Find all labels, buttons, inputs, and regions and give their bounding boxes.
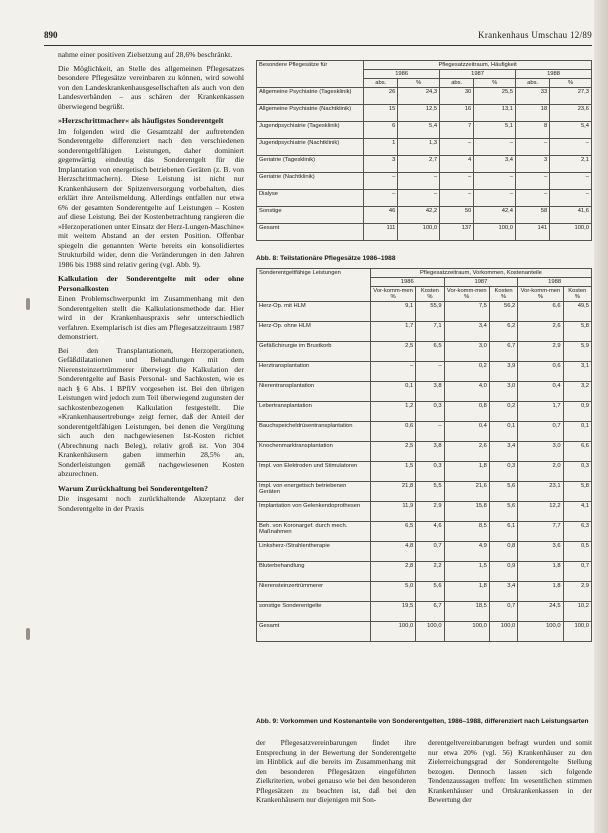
table-cell: 100,0 bbox=[416, 622, 444, 642]
table-row bbox=[257, 602, 592, 622]
table-row bbox=[257, 207, 592, 224]
table-row bbox=[257, 342, 592, 362]
row-label: Impl. von Elektroden und Stimulatoren bbox=[257, 462, 371, 482]
table-cell: – bbox=[416, 422, 444, 442]
table-row bbox=[257, 582, 592, 602]
paragraph: nahme einer positiven Zielsetzung auf 28,6% beschränkt. bbox=[58, 50, 233, 59]
table-cell: 100,0 bbox=[518, 622, 563, 642]
table-cell: 0,8 bbox=[489, 542, 517, 562]
table-cell: 4,1 bbox=[563, 502, 591, 522]
table-cell: 3 bbox=[364, 156, 398, 173]
table-cell: 6,2 bbox=[489, 322, 517, 342]
row-label: Dialyse bbox=[257, 190, 364, 207]
table-cell: 8 bbox=[516, 122, 550, 139]
table-cell: 2,0 bbox=[518, 462, 563, 482]
table-cell: 0,7 bbox=[489, 602, 517, 622]
table-cell: 0,3 bbox=[416, 402, 444, 422]
section-heading: Kalkulation der Sonderentgelte mit oder ohne Personalkosten bbox=[58, 274, 244, 293]
table-cell: 18,5 bbox=[444, 602, 489, 622]
table-cell: 2,7 bbox=[398, 156, 440, 173]
table-cell: 7,1 bbox=[416, 322, 444, 342]
table-cell: 100,0 bbox=[370, 622, 415, 642]
table-row bbox=[257, 542, 592, 562]
row-label: Jugendpsychiatrie (Nachtklinik) bbox=[257, 139, 364, 156]
table-row bbox=[257, 224, 592, 241]
row-label: Impl. von energetisch betriebenen Geräten bbox=[257, 482, 371, 502]
row-label: sonstige Sonderentgelte bbox=[257, 602, 371, 622]
paragraph: der Pflegesatzvereinbarungen findet ihre Entsprechung in der Bewertung der Sonderentgelte im Hinblick auf die bereits im Zusammenhang mit den besonderen Pflegesätzen eingeführten Zielkriterien, wobei genauso wie bei den besonderen Pflegesätzen zu beachten ist, daß bei den Krankenhäusern nur diejenigen mit Son- bbox=[256, 738, 416, 804]
table-cell: 15,8 bbox=[444, 502, 489, 522]
row-label: Knochenmarktransplantation bbox=[257, 442, 371, 462]
table-cell: – bbox=[516, 190, 550, 207]
table-cell: – bbox=[474, 139, 516, 156]
unit-header: abs. bbox=[364, 79, 398, 88]
table-cell: 1,3 bbox=[398, 139, 440, 156]
column-group-header: Pflegesatzzeitraum, Vorkommen, Kostenanteile bbox=[370, 269, 591, 278]
table-cell: 2,1 bbox=[550, 156, 592, 173]
page-number: 890 bbox=[44, 30, 58, 40]
table-cell: 7 bbox=[440, 122, 474, 139]
year-header: 1986 bbox=[364, 70, 440, 79]
table-row bbox=[257, 622, 592, 642]
table-cell: 100,0 bbox=[398, 224, 440, 241]
table-cell: 137 bbox=[440, 224, 474, 241]
table-cell: 23,6 bbox=[550, 105, 592, 122]
table-cell: 100,0 bbox=[474, 224, 516, 241]
unit-header: Vor-komm-men % bbox=[444, 287, 489, 302]
unit-header: % bbox=[474, 79, 516, 88]
year-header: 1988 bbox=[516, 70, 592, 79]
table-cell: 33 bbox=[516, 88, 550, 105]
table-cell: 56,2 bbox=[489, 302, 517, 322]
table-cell: 41,6 bbox=[550, 207, 592, 224]
unit-header: Vor-komm-men % bbox=[370, 287, 415, 302]
column-group-header: Pflegesatzzeitraum, Häufigkeit bbox=[364, 61, 592, 70]
table-row bbox=[257, 562, 592, 582]
unit-header: Kosten % bbox=[563, 287, 591, 302]
table-cell: 0,9 bbox=[489, 562, 517, 582]
table-cell: 3,0 bbox=[444, 342, 489, 362]
table-cell: 3,0 bbox=[489, 382, 517, 402]
table-cell: 3,4 bbox=[444, 322, 489, 342]
row-label: Allgemeine Psychiatrie (Nachtklinik) bbox=[257, 105, 364, 122]
year-header: 1987 bbox=[444, 278, 518, 287]
row-label: Nierentransplantation bbox=[257, 382, 371, 402]
table-cell: 1,5 bbox=[444, 562, 489, 582]
paragraph: Die insgesamt noch zurückhaltende Akzeptanz der Sonderentgelte in der Praxis bbox=[58, 494, 244, 513]
table-cell: 5,4 bbox=[398, 122, 440, 139]
table-row bbox=[257, 190, 592, 207]
table-cell: 100,0 bbox=[444, 622, 489, 642]
row-label: Lebertransplantation bbox=[257, 402, 371, 422]
row-label: Gefäßchirurgie im Brustkorb bbox=[257, 342, 371, 362]
table-row bbox=[257, 105, 592, 122]
table-cell: – bbox=[440, 190, 474, 207]
table-cell: 3,0 bbox=[518, 442, 563, 462]
table-cell: 11,9 bbox=[370, 502, 415, 522]
table-row bbox=[257, 442, 592, 462]
table-cell: – bbox=[364, 190, 398, 207]
table-cell: 19,5 bbox=[370, 602, 415, 622]
table-row bbox=[257, 482, 592, 502]
unit-header: Kosten % bbox=[489, 287, 517, 302]
table-cell: 7,7 bbox=[518, 522, 563, 542]
table-cell: 3,1 bbox=[563, 362, 591, 382]
table-cell: 0,2 bbox=[444, 362, 489, 382]
table-cell: 1,8 bbox=[444, 462, 489, 482]
paragraph: derentgeltvereinbarungen befragt wurden und somit nur etwa 20% (vgl. 56) Krankenhäuser zu den Zielerreichungsgrad der Sonderentgelte Stellung bezogen. Dennoch lassen sich folgende Tendenzaussagen treffen: Im wesentlichen stimmen Krankenhäuser und Ortskrankenkassen in der Bewertung der bbox=[428, 738, 592, 804]
table-cell: 1,8 bbox=[518, 562, 563, 582]
row-label: Bluterbehandlung bbox=[257, 562, 371, 582]
table-cell: 0,7 bbox=[416, 542, 444, 562]
row-label: Allgemeine Psychiatrie (Tagesklinik) bbox=[257, 88, 364, 105]
table-cell: 0,3 bbox=[489, 462, 517, 482]
table-row bbox=[257, 122, 592, 139]
table-cell: 2,9 bbox=[518, 342, 563, 362]
table-cell: 0,3 bbox=[416, 462, 444, 482]
year-header: 1988 bbox=[518, 278, 592, 287]
table-cell: 1,5 bbox=[370, 462, 415, 482]
table-row bbox=[257, 322, 592, 342]
table-cell: 46 bbox=[364, 207, 398, 224]
table-cell: 55,9 bbox=[416, 302, 444, 322]
paragraph: Im folgenden wird die Gesamtzahl der auftretenden Sonderentgelte differenziert nach den verschiedenen sonderentgeltfähigen Leistungen, daher dominiert gegenwärtig eindeutig das Sonderentgelt für die Implantation von energetisch betriebenen Geräten (z. B. von Herzschrittmachern). Diese Leistung ist nicht nur Krankenhäusern der Spitzenversorgung vorbehalten, dies erklärt ihre Anteilsmeldung. Allerdings entfallen nur etwa 6% der gesamten Sonderentgelte auf Leistungen – Kosten auf diese Leistung. Bei der Kostenbetrachtung rangieren die »Herzoperationen unter Einsatz der Herz-Lungen-Maschine« mit weitem Abstand an der ersten Position. Offenbar spiegeln die genannten Werte bereits ein konsolidiertes Strukturbild wider, denn die Veränderungen in den Jahren 1986 bis 1988 sind relativ gering (vgl. Abb. 9). bbox=[58, 126, 244, 269]
table-cell: 26 bbox=[364, 88, 398, 105]
table-cell: 23,1 bbox=[518, 482, 563, 502]
row-label: Implantation von Gelenkendoprothesen bbox=[257, 502, 371, 522]
table-cell: 6,5 bbox=[370, 522, 415, 542]
table-cell: 5,5 bbox=[416, 482, 444, 502]
table-row bbox=[257, 522, 592, 542]
table-row bbox=[257, 88, 592, 105]
table-cell: 0,6 bbox=[518, 362, 563, 382]
row-label: Herz-Op. ohne HLM bbox=[257, 322, 371, 342]
table-cell: – bbox=[516, 173, 550, 190]
table-cell: 100,0 bbox=[489, 622, 517, 642]
table-row bbox=[257, 422, 592, 442]
table-cell: 100,0 bbox=[550, 224, 592, 241]
table-cell: 3,2 bbox=[563, 382, 591, 402]
table-cell: 50 bbox=[440, 207, 474, 224]
table-cell: 3,6 bbox=[518, 542, 563, 562]
table-cell: – bbox=[398, 190, 440, 207]
table-cell: 9,1 bbox=[370, 302, 415, 322]
table-cell: 42,2 bbox=[398, 207, 440, 224]
row-label: Nierensteinzertrümmerer bbox=[257, 582, 371, 602]
table-cell: 4,8 bbox=[370, 542, 415, 562]
table-row bbox=[257, 382, 592, 402]
table-cell: 3 bbox=[516, 156, 550, 173]
table-row bbox=[257, 402, 592, 422]
table-cell: 3,4 bbox=[474, 156, 516, 173]
table-cell: 0,7 bbox=[518, 422, 563, 442]
margin-mark bbox=[26, 628, 30, 640]
table-cell: 15 bbox=[364, 105, 398, 122]
year-header: 1987 bbox=[440, 70, 516, 79]
table-cell: 0,1 bbox=[489, 422, 517, 442]
table-cell: – bbox=[370, 362, 415, 382]
table-cell: 12,5 bbox=[398, 105, 440, 122]
row-label: Gesamt bbox=[257, 224, 364, 241]
unit-header: abs. bbox=[440, 79, 474, 88]
paragraph: Einen Problemschwerpunkt im Zusammenhang mit den Sonderentgelten stellt die Kalkulationsmethode dar. Hier wird in der Krankenhauspraxis sehr unterschiedlich verfahren. Exemplarisch ist dies am Pflegesatzzeitraum 1987 demonstriert. bbox=[58, 294, 244, 341]
table-cell: – bbox=[364, 173, 398, 190]
table-cell: 5,9 bbox=[563, 342, 591, 362]
bottom-text-column bbox=[256, 738, 416, 805]
table-cell: 6,1 bbox=[489, 522, 517, 542]
table-cell: 7,5 bbox=[444, 302, 489, 322]
table-row bbox=[257, 462, 592, 482]
section-heading: »Herzschrittmacher« als häufigstes Sonderentgelt bbox=[58, 116, 224, 125]
table-cell: 0,8 bbox=[444, 402, 489, 422]
year-header: 1986 bbox=[370, 278, 444, 287]
table-cell: 5,8 bbox=[563, 482, 591, 502]
table-cell: 13,1 bbox=[474, 105, 516, 122]
row-label: Bauchspeicheldrüsentransplantation bbox=[257, 422, 371, 442]
table-cell: 2,2 bbox=[416, 562, 444, 582]
paragraph: Die Möglichkeit, an Stelle des allgemeinen Pflegesatzes besondere Pflegesätze vereinbaren zu können, wird sowohl von den Landeskrankenhausgesellschaften als auch von den Landesverbänden – aus schären der Krankenkassen überwiegend begrüßt. bbox=[58, 63, 244, 111]
unit-header: % bbox=[550, 79, 592, 88]
table-cell: 6,7 bbox=[416, 602, 444, 622]
table-cell: 5,4 bbox=[550, 122, 592, 139]
table-cell: 1,8 bbox=[444, 582, 489, 602]
header-rule bbox=[44, 45, 592, 46]
table-cell: 0,4 bbox=[518, 382, 563, 402]
table-row bbox=[257, 139, 592, 156]
margin-mark bbox=[26, 298, 30, 310]
table-cell: 1,2 bbox=[370, 402, 415, 422]
table-cell: 0,1 bbox=[370, 382, 415, 402]
table-cell: 0,5 bbox=[563, 542, 591, 562]
bottom-text-column bbox=[428, 738, 592, 805]
unit-header: Vor-komm-men % bbox=[518, 287, 563, 302]
unit-header: % bbox=[398, 79, 440, 88]
table-row bbox=[257, 156, 592, 173]
table-cell: 2,6 bbox=[518, 322, 563, 342]
table-cell: 24,3 bbox=[398, 88, 440, 105]
table-cell: 4,6 bbox=[416, 522, 444, 542]
table-cell: 6,5 bbox=[416, 342, 444, 362]
row-label: Herz-Op. mit HLM bbox=[257, 302, 371, 322]
table-cell: 25,5 bbox=[474, 88, 516, 105]
table-row bbox=[257, 502, 592, 522]
running-title: Krankenhaus Umschau 12/89 bbox=[478, 30, 592, 40]
table-cell: 0,1 bbox=[563, 422, 591, 442]
table-cell: 111 bbox=[364, 224, 398, 241]
figure-caption: Abb. 9: Vorkommen und Kostenanteile von Sonderentgelten, 1986–1988, differenziert nach Leistungsarten bbox=[256, 718, 589, 725]
table-cell: 5,6 bbox=[489, 482, 517, 502]
table-cell: 100,0 bbox=[563, 622, 591, 642]
table-cell: 4,9 bbox=[444, 542, 489, 562]
left-text-column bbox=[58, 50, 244, 517]
table-row bbox=[257, 362, 592, 382]
table-row bbox=[257, 302, 592, 322]
table-pflegesaetze bbox=[256, 60, 592, 241]
table-cell: 1 bbox=[364, 139, 398, 156]
table-cell: – bbox=[398, 173, 440, 190]
table-cell: 5,0 bbox=[370, 582, 415, 602]
table-cell: – bbox=[550, 173, 592, 190]
table-cell: 0,4 bbox=[444, 422, 489, 442]
paragraph: Bei den Transplantationen, Herzoperationen, Gefäßdilatationen und Behandlungen mit dem Nierensteinzertrümmerer überwiegt die Kalkulation der Sonderentgelte auf Basis Personal- und Sachkosten, wie es nach § 6 Abs. 1 BPflV vorgesehen ist. Bei den übrigen Leistungen wird jedoch zum Teil überwiegend zugunsten der sachkostenbezogenen Kalkulation festgestellt. Die »Krankenhausertrebung« zeigt ferner, daß der Anteil der sonderentgeltfähigen Leistungen, bei denen die Vergütung sich auch den nachgewiesenen Ist-Kosten richtet (Abrechnung nach Beleg), relativ groß ist. Von 304 Krankenhäusern gaben immerhin 28,5% an, Sonderleistungen gemäß nachgewiesenen Kosten abzurechnen. bbox=[58, 345, 244, 478]
table-cell: – bbox=[474, 173, 516, 190]
table-cell: 8,5 bbox=[444, 522, 489, 542]
page-edge bbox=[594, 0, 608, 833]
table-sonderentgelte bbox=[256, 268, 592, 642]
row-label: Jugendpsychiatrie (Tagesklinik) bbox=[257, 122, 364, 139]
row-label: Geriatrie (Nachtklinik) bbox=[257, 173, 364, 190]
table-row bbox=[257, 173, 592, 190]
table-cell: 6 bbox=[364, 122, 398, 139]
table-cell: 6,7 bbox=[489, 342, 517, 362]
section-heading: Warum Zurückhaltung bei Sonderentgelten? bbox=[58, 483, 208, 493]
table-cell: 21,8 bbox=[370, 482, 415, 502]
table-cell: 1,7 bbox=[370, 322, 415, 342]
table-cell: – bbox=[516, 139, 550, 156]
table-cell: 6,6 bbox=[563, 442, 591, 462]
table-cell: 3,8 bbox=[416, 382, 444, 402]
table-cell: 4 bbox=[440, 156, 474, 173]
table-cell: 24,5 bbox=[518, 602, 563, 622]
table-cell: 3,4 bbox=[489, 582, 517, 602]
table-cell: 58 bbox=[516, 207, 550, 224]
table-cell: – bbox=[440, 139, 474, 156]
table-cell: 49,5 bbox=[563, 302, 591, 322]
table-cell: 30 bbox=[440, 88, 474, 105]
table-cell: 27,3 bbox=[550, 88, 592, 105]
row-label: Gesamt bbox=[257, 622, 371, 642]
table-cell: 2,9 bbox=[563, 582, 591, 602]
table-cell: – bbox=[474, 190, 516, 207]
figure-caption: Abb. 8: Teilstationäre Pflegesätze 1986–1988 bbox=[256, 255, 396, 262]
table-cell: 1,7 bbox=[518, 402, 563, 422]
page-header bbox=[44, 30, 592, 44]
column-header: Besondere Pflegesätze für bbox=[257, 61, 364, 88]
table-cell: 2,5 bbox=[370, 342, 415, 362]
column-header: Sonderentgeltfähige Leistungen bbox=[257, 269, 371, 302]
table-cell: 0,7 bbox=[563, 562, 591, 582]
unit-header: Kosten % bbox=[416, 287, 444, 302]
table-cell: – bbox=[416, 362, 444, 382]
row-label: Beh. von Koronargef. durch mech. Maßnahmen bbox=[257, 522, 371, 542]
row-label: Sonstige bbox=[257, 207, 364, 224]
row-label: Linksherz-/Strahlentherapie bbox=[257, 542, 371, 562]
table-cell: 0,6 bbox=[370, 422, 415, 442]
table-cell: 0,9 bbox=[563, 402, 591, 422]
table-cell: 5,8 bbox=[563, 322, 591, 342]
table-cell: 3,4 bbox=[489, 442, 517, 462]
row-label: Geriatrie (Tagesklinik) bbox=[257, 156, 364, 173]
unit-header: abs. bbox=[516, 79, 550, 88]
table-cell: 6,6 bbox=[518, 302, 563, 322]
table-cell: 3,8 bbox=[416, 442, 444, 462]
table-cell: 3,9 bbox=[489, 362, 517, 382]
table-cell: 0,3 bbox=[563, 462, 591, 482]
table-cell: 2,6 bbox=[444, 442, 489, 462]
table-cell: 5,1 bbox=[474, 122, 516, 139]
table-cell: 2,9 bbox=[416, 502, 444, 522]
table-cell: – bbox=[550, 139, 592, 156]
table-cell: 2,5 bbox=[370, 442, 415, 462]
table-cell: 5,6 bbox=[416, 582, 444, 602]
table-cell: 0,2 bbox=[489, 402, 517, 422]
table-cell: 6,3 bbox=[563, 522, 591, 542]
table-cell: 2,8 bbox=[370, 562, 415, 582]
table-cell: 16 bbox=[440, 105, 474, 122]
table-cell: 1,8 bbox=[518, 582, 563, 602]
table-cell: 18 bbox=[516, 105, 550, 122]
table-cell: 42,4 bbox=[474, 207, 516, 224]
table-cell: 141 bbox=[516, 224, 550, 241]
table-cell: – bbox=[550, 190, 592, 207]
table-cell: 12,2 bbox=[518, 502, 563, 522]
table-cell: 4,0 bbox=[444, 382, 489, 402]
table-cell: 21,6 bbox=[444, 482, 489, 502]
row-label: Herztransplantation bbox=[257, 362, 371, 382]
table-cell: 5,6 bbox=[489, 502, 517, 522]
table-cell: – bbox=[440, 173, 474, 190]
table-cell: 10,2 bbox=[563, 602, 591, 622]
